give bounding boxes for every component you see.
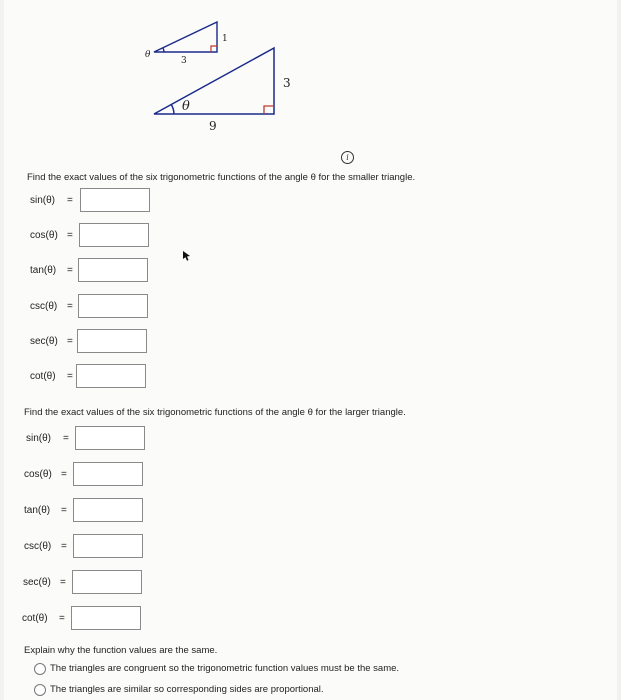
small-adjacent-label: 3 (181, 56, 187, 66)
small-cos-input[interactable] (79, 223, 149, 247)
equals-sign: = (67, 371, 73, 382)
info-icon[interactable]: i (341, 151, 354, 164)
small-angle-label: θ (145, 50, 151, 60)
row-label: tan(θ) (24, 505, 51, 516)
explain-prompt: Explain why the function values are the same. (24, 645, 218, 656)
equals-sign: = (60, 577, 66, 588)
option-label: The triangles are congruent so the trigonometric function values must be the same. (50, 663, 400, 674)
small-triangle (154, 22, 217, 52)
large-triangle (154, 48, 274, 114)
equals-sign: = (59, 613, 65, 624)
row-label: tan(θ) (30, 265, 57, 276)
row-label: sec(θ) (23, 577, 51, 588)
small-sec-input[interactable] (77, 329, 147, 353)
equals-sign: = (67, 301, 73, 312)
equals-sign: = (67, 336, 73, 347)
large-triangle-prompt: Find the exact values of the six trigonometric functions of the angle θ for the larger triangle. (24, 407, 406, 418)
row-label: csc(θ) (30, 301, 58, 312)
small-tan-input[interactable] (78, 258, 148, 282)
large-cot-input[interactable] (71, 606, 141, 630)
large-angle-label: θ (182, 99, 190, 114)
equals-sign: = (67, 195, 73, 206)
small-opposite-label: 1 (222, 34, 228, 44)
row-label: cot(θ) (22, 613, 48, 624)
option-label: The triangles are similar so corresponding sides are proportional. (50, 684, 324, 695)
large-csc-input[interactable] (73, 534, 143, 558)
large-opposite-label: 3 (283, 76, 291, 90)
large-adjacent-label: 9 (209, 119, 217, 133)
question-page (4, 0, 617, 700)
row-label: sec(θ) (30, 336, 58, 347)
equals-sign: = (61, 505, 67, 516)
row-label: csc(θ) (24, 541, 52, 552)
radio-button-icon[interactable] (34, 684, 46, 696)
row-label: cot(θ) (30, 371, 56, 382)
equals-sign: = (61, 469, 67, 480)
equals-sign: = (67, 230, 73, 241)
equals-sign: = (61, 541, 67, 552)
small-csc-input[interactable] (78, 294, 148, 318)
triangles-figure (4, 0, 617, 150)
row-label: sin(θ) (26, 433, 52, 444)
equals-sign: = (63, 433, 69, 444)
large-cos-input[interactable] (73, 462, 143, 486)
small-triangle-prompt: Find the exact values of the six trigonometric functions of the angle θ for the smaller triangle. (27, 172, 416, 183)
row-label: sin(θ) (30, 195, 56, 206)
large-sec-input[interactable] (72, 570, 142, 594)
small-sin-input[interactable] (80, 188, 150, 212)
radio-button-icon[interactable] (34, 663, 46, 675)
row-label: cos(θ) (24, 469, 52, 480)
small-cot-input[interactable] (76, 364, 146, 388)
large-tan-input[interactable] (73, 498, 143, 522)
row-label: cos(θ) (30, 230, 58, 241)
large-sin-input[interactable] (75, 426, 145, 450)
equals-sign: = (67, 265, 73, 276)
mouse-cursor-icon (182, 250, 192, 262)
